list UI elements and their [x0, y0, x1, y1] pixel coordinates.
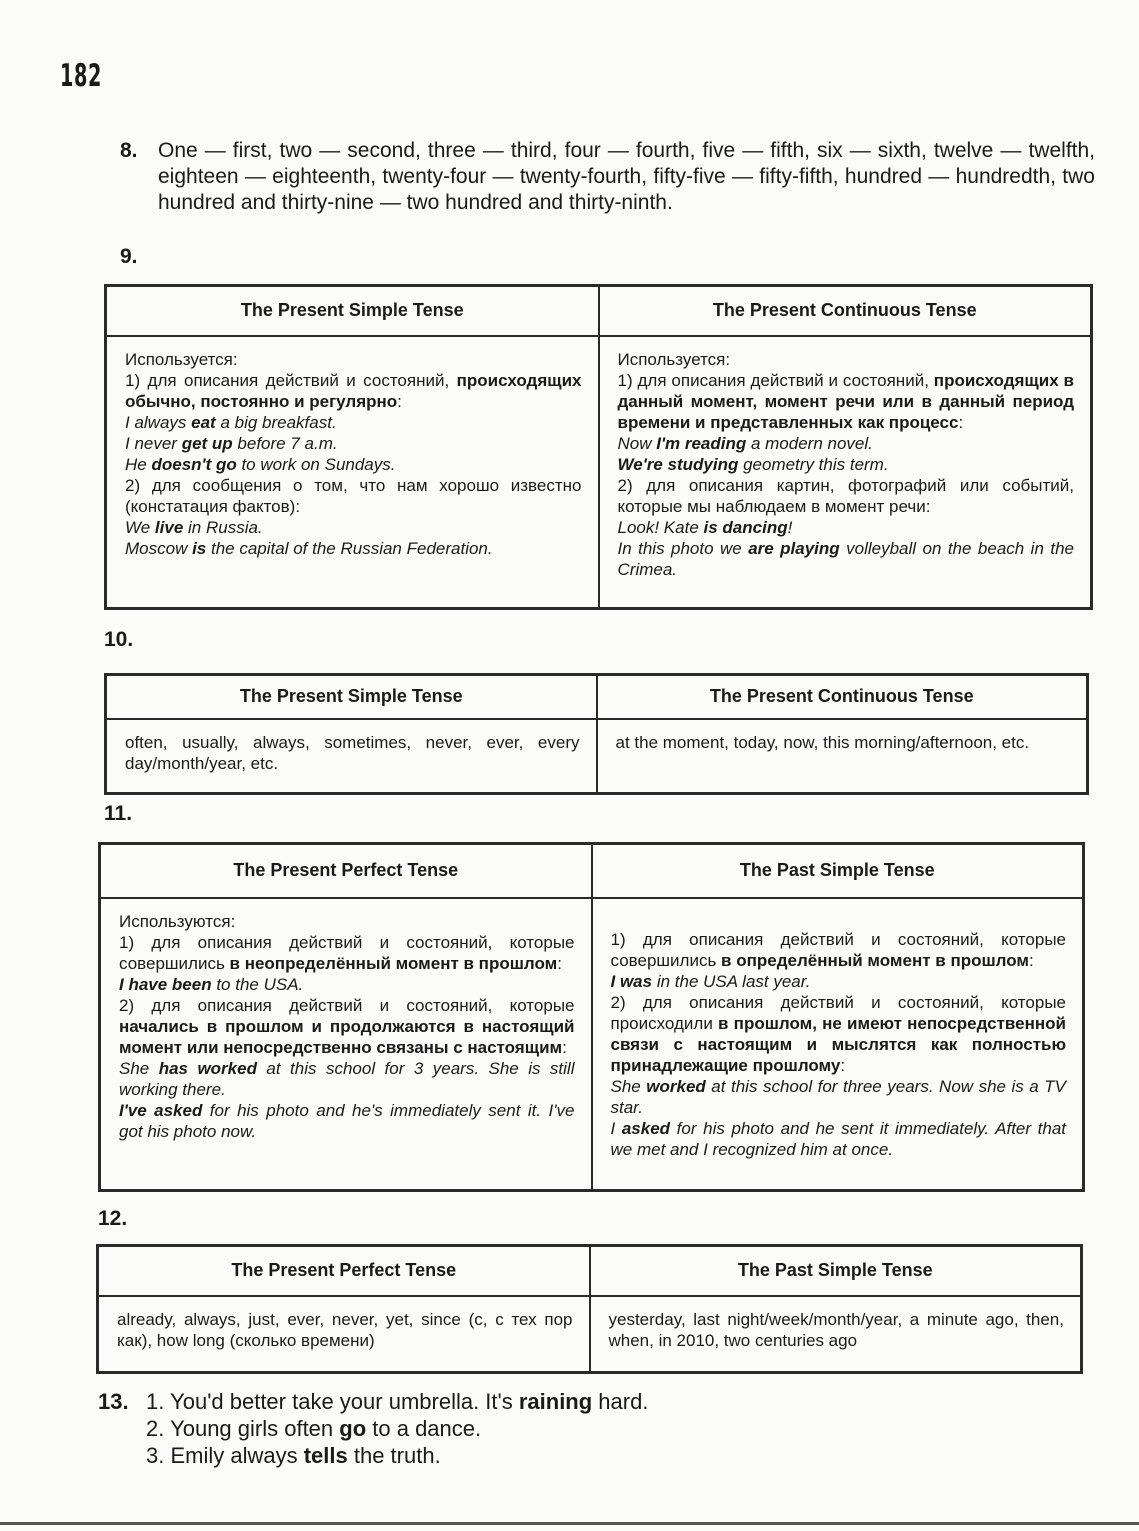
cell-line: Используется:: [125, 349, 238, 369]
cell-line: Используются:: [119, 911, 236, 931]
cell-line: 2) для описания картин, фотографий или событий, которые мы наблюдаем в момент речи:: [617, 475, 1074, 516]
cell-line: 1) для описания действий и состояний, происходящих в данный момент, момент речи или в данный период времени и представленных как процесс:: [617, 370, 1074, 432]
example: I never get up before 7 a.m.: [125, 433, 338, 453]
exercise-11-label: 11.: [104, 802, 133, 825]
example: Moscow is the capital of the Russian Federation.: [125, 538, 493, 558]
example: Now I'm reading a modern novel.: [617, 433, 873, 453]
list-item: 2. Young girls often go to a dance.: [146, 1416, 482, 1441]
table-header-left: The Present Perfect Tense: [98, 1246, 590, 1296]
table-header-right: The Present Continuous Tense: [597, 675, 1088, 719]
example: I always eat a big breakfast.: [125, 412, 337, 432]
cell-line: 2) для сообщения о том, что нам хорошо известно (констатация фактов):: [125, 475, 582, 516]
exercise-12-table: [96, 1244, 1083, 1374]
exercise-11-table: [98, 842, 1085, 1192]
page-number: 182: [60, 58, 102, 94]
example: I asked for his photo and he sent it immediately. After that we met and I recognized him at once.: [610, 1118, 1066, 1159]
example: She has worked at this school for 3 years. She is still working there.: [119, 1058, 575, 1099]
exercise-12-label: 12.: [98, 1207, 128, 1230]
cell-line: Используется:: [617, 349, 731, 369]
exercise-number: 8.: [120, 139, 138, 162]
table-cell-right: yesterday, last night/week/month/year, a minute ago, then, when, in 2010, two centuries ago: [590, 1296, 1082, 1373]
exercise-8-text: One — first, two — second, three — third, four — fourth, five — fifth, six — sixth, twelve — twelfth, eighteen — eighteenth, twenty-four — twenty-fourth, fifty-five — fifty-fifth, hundred — hundredth, two hundred and thirty-nine — two hundred and thirty-ninth.: [158, 139, 1095, 214]
cell-line: 1) для описания действий и состояний, происходящих обычно, постоянно и регулярно:: [125, 370, 582, 411]
exercise-8: [120, 138, 1095, 216]
exercise-number: 13.: [98, 1389, 129, 1414]
exercise-10-label: 10.: [104, 628, 134, 651]
table-header-right: The Past Simple Tense: [592, 844, 1084, 898]
example: We're studying geometry this term.: [617, 454, 889, 474]
table-header-left: The Present Simple Tense: [106, 675, 597, 719]
example: I've asked for his photo and he's immediately sent it. I've got his photo now.: [119, 1100, 575, 1141]
table-header-left: The Present Simple Tense: [106, 286, 599, 336]
table-cell-right: [592, 898, 1084, 1191]
table-cell-left: [106, 336, 599, 609]
cell-line: 2) для описания действий и состояний, которые начались в прошлом и продолжаются в настоящий момент или непосредственно связаны с настоящим:: [119, 995, 575, 1057]
table-cell-left: already, always, just, ever, never, yet, since (с, с тех пор как), how long (сколько времени): [98, 1296, 590, 1373]
exercise-10-table: [104, 673, 1089, 795]
example: Look! Kate is dancing!: [617, 517, 793, 537]
exercise-9-label: 9.: [120, 245, 138, 268]
cell-line: 2) для описания действий и состояний, которые происходили в прошлом, не имеют непосредственной связи с настоящим и мыслятся как полностью принадлежащие прошлому:: [610, 992, 1066, 1075]
list-item: 1. You'd better take your umbrella. It's raining hard.: [146, 1389, 649, 1414]
table-cell-left: often, usually, always, sometimes, never, ever, every day/month/year, etc.: [106, 719, 597, 794]
exercise-9-table: [104, 284, 1093, 610]
table-cell-right: [599, 336, 1092, 609]
example: I was in the USA last year.: [610, 971, 811, 991]
cell-line: 1) для описания действий и состояний, которые совершились в неопределённый момент в прошлом:: [119, 932, 575, 973]
example: In this photo we are playing volleyball on the beach in the Crimea.: [617, 538, 1074, 579]
page-bottom-rule: [0, 1522, 1139, 1525]
table-header-right: The Past Simple Tense: [590, 1246, 1082, 1296]
example: I have been to the USA.: [119, 974, 304, 994]
cell-line: 1) для описания действий и состояний, которые совершились в определённый момент в прошлом:: [610, 929, 1066, 970]
table-header-right: The Present Continuous Tense: [599, 286, 1092, 336]
exercise-13: [98, 1388, 648, 1469]
example: She worked at this school for three years. Now she is a TV star.: [610, 1076, 1066, 1117]
table-cell-left: [100, 898, 592, 1191]
list-item: 3. Emily always tells the truth.: [146, 1443, 441, 1468]
table-cell-right: at the moment, today, now, this morning/afternoon, etc.: [597, 719, 1088, 794]
table-header-left: The Present Perfect Tense: [100, 844, 592, 898]
example: We live in Russia.: [125, 517, 263, 537]
example: He doesn't go to work on Sundays.: [125, 454, 396, 474]
